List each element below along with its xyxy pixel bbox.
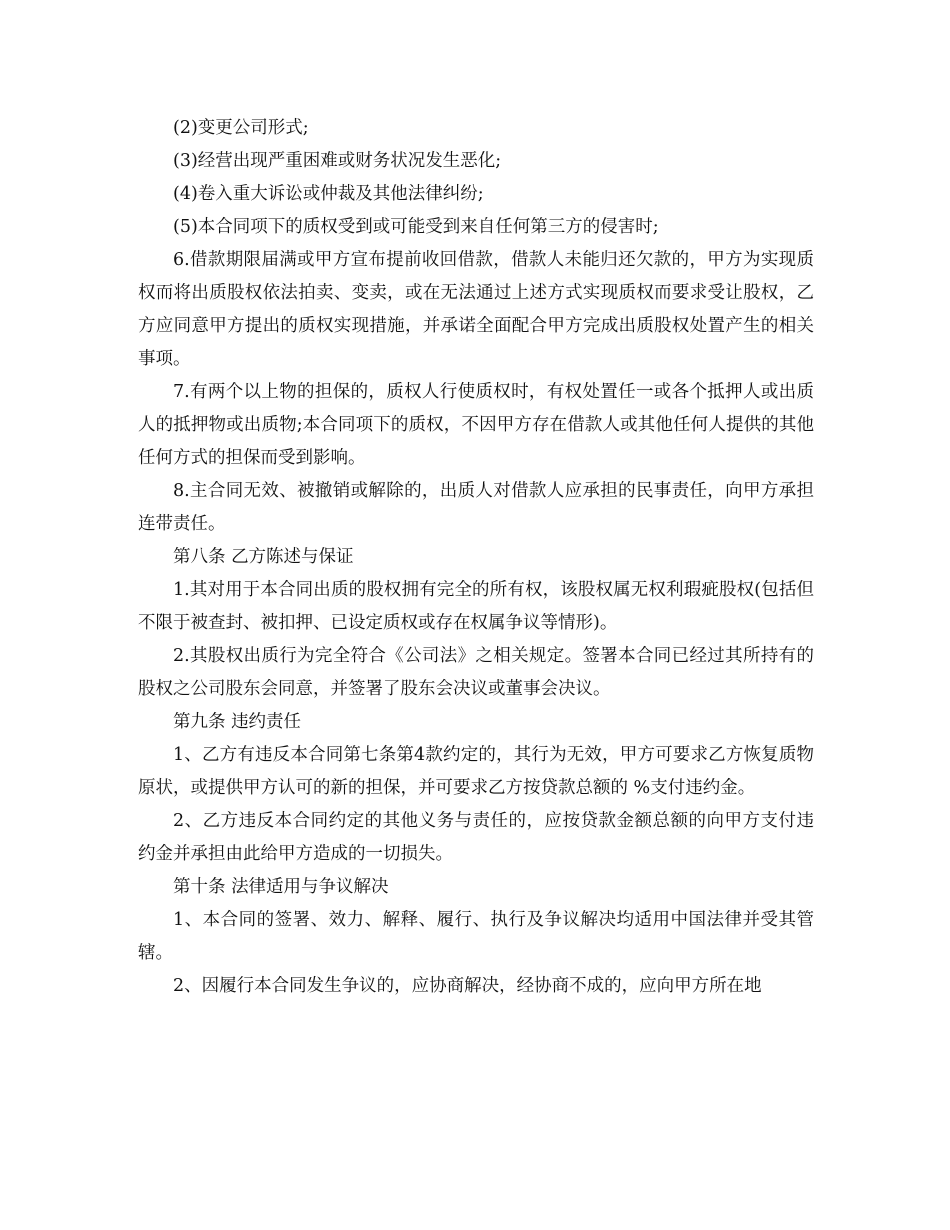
- article-10-clause-2: 2、因履行本合同发生争议的，应协商解决，经协商不成的，应向甲方所在地: [173, 976, 762, 996]
- article-9-clause-1: 1、乙方有违反本合同第七条第4款约定的，其行为无效，甲方可要求乙方恢复质物原状，或提供甲方认可的新的担保，并可要求乙方按贷款总额的 %支付违约金。: [138, 745, 814, 798]
- paragraph-item-5: (5)本合同项下的质权受到或可能受到来自任何第三方的侵害时;: [173, 217, 659, 237]
- article-8-heading: 第八条 乙方陈述与保证: [173, 547, 354, 567]
- article-10-clause-1: 1、本合同的签署、效力、解释、履行、执行及争议解决均适用中国法律并受其管辖。: [138, 910, 814, 963]
- article-8-clause-2: 2.其股权出质行为完全符合《公司法》之相关规定。签署本合同已经过其所持有的股权之公司股东会同意，并签署了股东会决议或董事会决议。: [138, 646, 814, 699]
- article-10-heading: 第十条 法律适用与争议解决: [173, 877, 389, 897]
- paragraph-item-3: (3)经营出现严重困难或财务状况发生恶化;: [173, 151, 502, 171]
- paragraph-item-4: (4)卷入重大诉讼或仲裁及其他法律纠纷;: [173, 184, 484, 204]
- paragraph-item-2: (2)变更公司形式;: [173, 118, 309, 138]
- article-9-heading: 第九条 违约责任: [173, 712, 302, 732]
- paragraph-clause-6: 6.借款期限届满或甲方宣布提前收回借款，借款人未能归还欠款的，甲方为实现质权而将出质股权依法拍卖、变卖，或在无法通过上述方式实现质权而要求受让股权，乙方应同意甲方提出的质权实现措施，并承诺全面配合甲方完成出质股权处置产生的相关事项。: [138, 250, 814, 369]
- article-8-clause-1: 1.其对用于本合同出质的股权拥有完全的所有权，该股权属无权利瑕疵股权(包括但不限于被查封、被扣押、已设定质权或存在权属争议等情形)。: [138, 580, 814, 633]
- document-body: [138, 112, 814, 1003]
- paragraph-clause-8: 8.主合同无效、被撤销或解除的，出质人对借款人应承担的民事责任，向甲方承担连带责任。: [138, 481, 814, 534]
- article-9-clause-2: 2、乙方违反本合同约定的其他义务与责任的，应按贷款金额总额的向甲方支付违约金并承担由此给甲方造成的一切损失。: [138, 811, 814, 864]
- paragraph-clause-7: 7.有两个以上物的担保的，质权人行使质权时，有权处置任一或各个抵押人或出质人的抵押物或出质物;本合同项下的质权，不因甲方存在借款人或其他任何人提供的其他任何方式的担保而受到影响。: [138, 382, 814, 468]
